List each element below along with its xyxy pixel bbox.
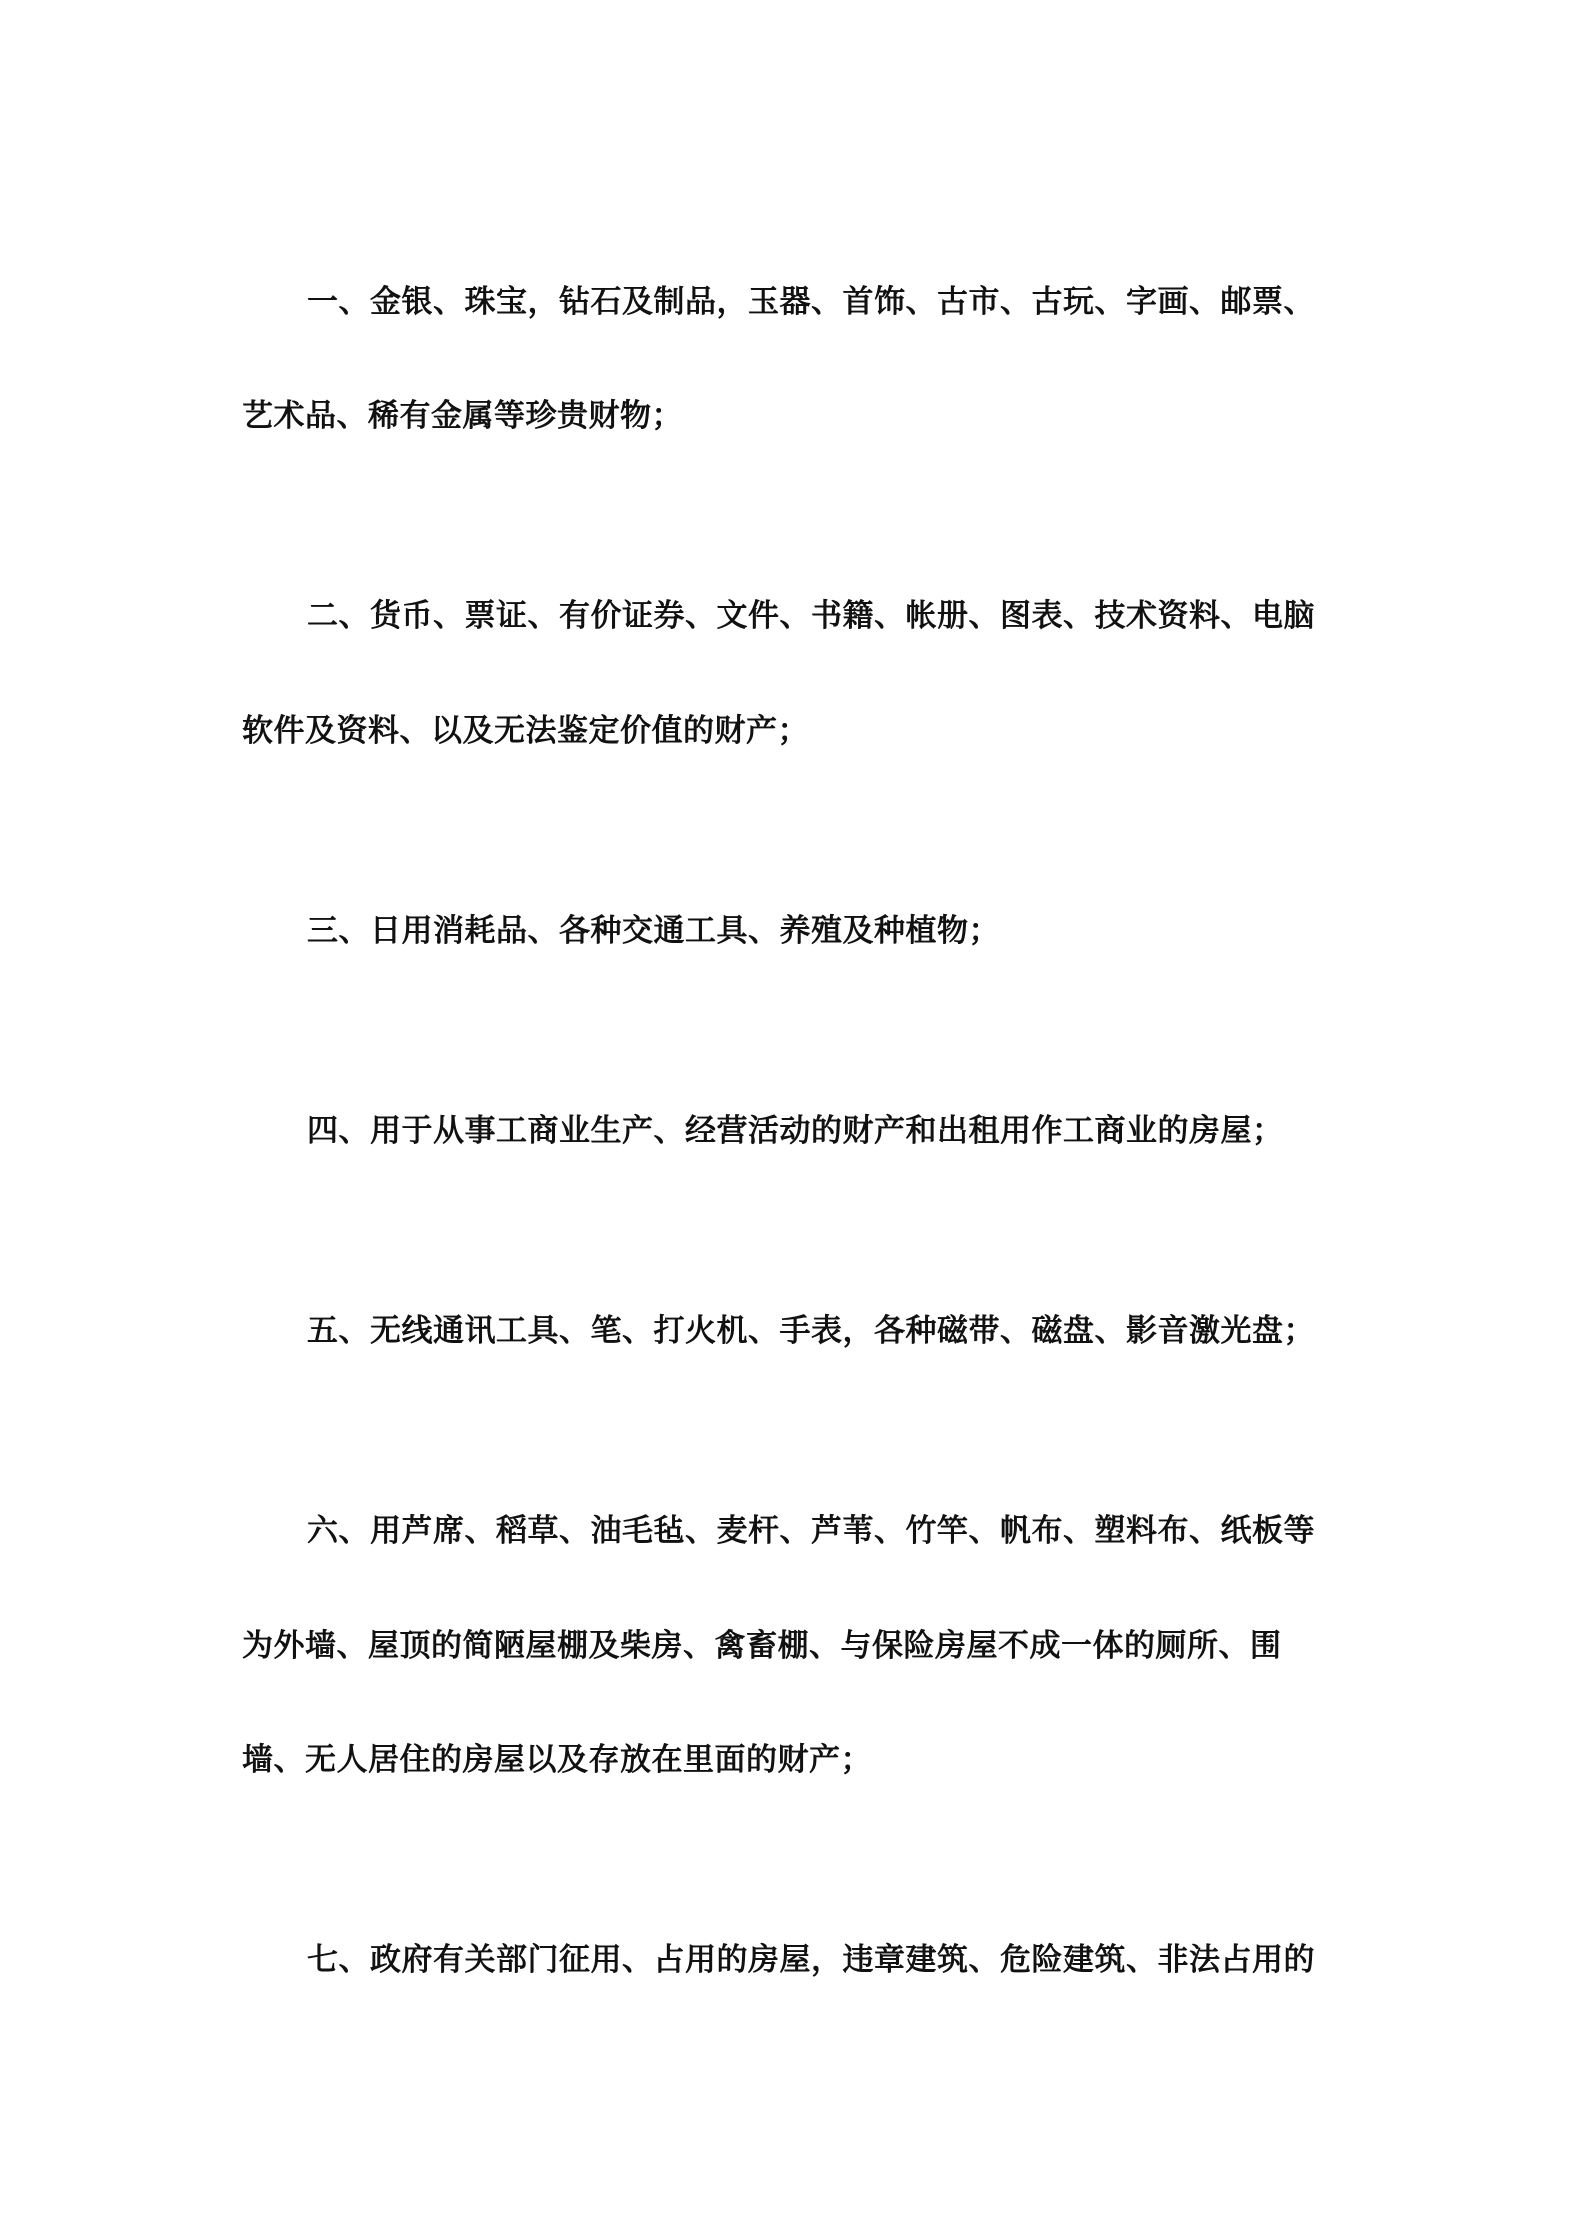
paragraph-3-line-1: 三、日用消耗品、各种交通工具、养殖及种植物； [307, 913, 1000, 949]
paragraph-7-line-1: 七、政府有关部门征用、占用的房屋，违章建筑、危险建筑、非法占用的 [307, 1942, 1315, 1978]
paragraph-6-line-2: 为外墙、屋顶的简陋屋棚及柴房、禽畜棚、与保险房屋不成一体的厕所、围 [242, 1628, 1282, 1664]
paragraph-2-line-1: 二、货币、票证、有价证券、文件、书籍、帐册、图表、技术资料、电脑 [307, 598, 1315, 634]
paragraph-1-line-1: 一、金银、珠宝，钻石及制品，玉器、首饰、古市、古玩、字画、邮票、 [307, 284, 1315, 320]
paragraph-4-line-1: 四、用于从事工商业生产、经营活动的财产和出租用作工商业的房屋； [307, 1113, 1284, 1149]
paragraph-2-line-2: 软件及资料、以及无法鉴定价值的财产； [242, 713, 809, 749]
paragraph-1-line-2: 艺术品、稀有金属等珍贵财物； [242, 398, 683, 434]
paragraph-6-line-1: 六、用芦席、稻草、油毛毡、麦杆、芦苇、竹竿、帆布、塑料布、纸板等 [307, 1513, 1315, 1549]
paragraph-6-line-3: 墙、无人居住的房屋以及存放在里面的财产； [242, 1742, 872, 1778]
paragraph-5-line-1: 五、无线通讯工具、笔、打火机、手表，各种磁带、磁盘、影音激光盘； [307, 1313, 1315, 1349]
